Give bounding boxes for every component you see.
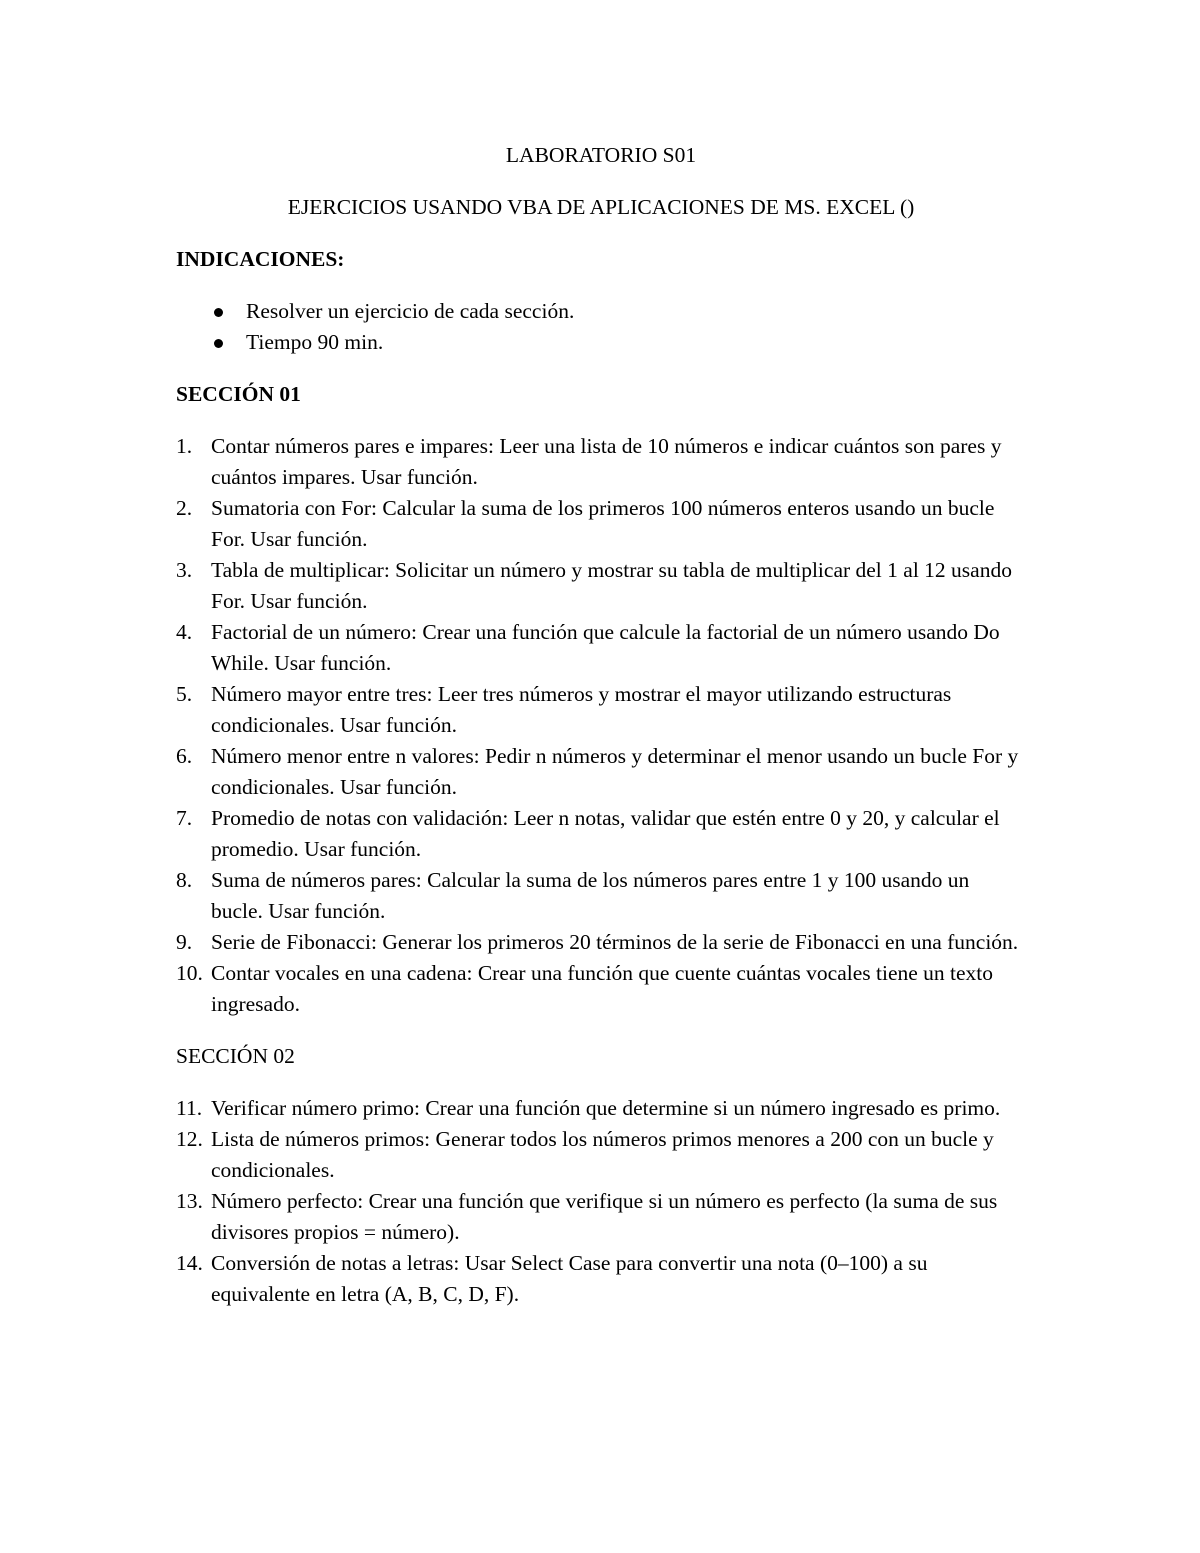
item-number: 4. [176, 620, 193, 644]
item-number: 14. [176, 1251, 203, 1275]
list-item [176, 927, 1026, 958]
list-item [176, 296, 1026, 327]
item-number: 3. [176, 558, 193, 582]
indications-heading: INDICACIONES: [176, 247, 345, 271]
item-text: Verificar número primo: Crear una función que determine si un número ingresado es primo. [211, 1096, 1001, 1120]
indication-text: Tiempo 90 min. [246, 330, 384, 354]
section-02-heading: SECCIÓN 02 [176, 1044, 295, 1068]
document-subtitle: EJERCICIOS USANDO VBA DE APLICACIONES DE MS. EXCEL () [287, 195, 915, 219]
item-text: Contar vocales en una cadena: Crear una función que cuente cuántas vocales tiene un texto ingresado. [211, 961, 994, 1016]
list-item [176, 1093, 1026, 1124]
item-text: Promedio de notas con validación: Leer n notas, validar que estén entre 0 y 20, y calcular el promedio. Usar función. [211, 806, 1000, 861]
item-number: 1. [176, 434, 193, 458]
item-text: Factorial de un número: Crear una función que calcule la factorial de un número usando Do While. Usar función. [211, 620, 1000, 675]
item-text: Número perfecto: Crear una función que verifique si un número es perfecto (la suma de sus divisores propios = número). [211, 1189, 998, 1244]
bullet-icon [214, 339, 223, 348]
section-02-list [176, 1093, 1026, 1310]
list-item [176, 327, 1026, 358]
item-text: Tabla de multiplicar: Solicitar un número y mostrar su tabla de multiplicar del 1 al 12 usando For. Usar función. [211, 558, 1012, 613]
item-text: Número mayor entre tres: Leer tres números y mostrar el mayor utilizando estructuras condicionales. Usar función. [211, 682, 952, 737]
list-item [176, 1186, 1026, 1248]
item-text: Conversión de notas a letras: Usar Select Case para convertir una nota (0–100) a su equivalente en letra (A, B, C, D, F). [211, 1251, 928, 1306]
item-text: Suma de números pares: Calcular la suma de los números pares entre 1 y 100 usando un bucle. Usar función. [211, 868, 970, 923]
bullet-icon [214, 308, 223, 317]
item-number: 5. [176, 682, 193, 706]
list-item [176, 741, 1026, 803]
list-item [176, 1248, 1026, 1310]
item-number: 7. [176, 806, 193, 830]
item-number: 12. [176, 1127, 203, 1151]
indication-text: Resolver un ejercicio de cada sección. [246, 299, 575, 323]
list-item [176, 617, 1026, 679]
item-number: 13. [176, 1189, 203, 1213]
list-item [176, 555, 1026, 617]
item-text: Lista de números primos: Generar todos los números primos menores a 200 con un bucle y condicionales. [211, 1127, 994, 1182]
list-item [176, 679, 1026, 741]
item-number: 6. [176, 744, 193, 768]
list-item [176, 1124, 1026, 1186]
item-number: 11. [176, 1096, 203, 1120]
document-title: LABORATORIO S01 [505, 143, 697, 167]
list-item [176, 865, 1026, 927]
list-item [176, 958, 1026, 1020]
item-number: 8. [176, 868, 193, 892]
list-item [176, 431, 1026, 493]
item-text: Contar números pares e impares: Leer una lista de 10 números e indicar cuántos son pares y cuántos impares. Usar función. [211, 434, 1002, 489]
item-number: 10. [176, 961, 203, 985]
section-01-heading: SECCIÓN 01 [176, 382, 301, 406]
indications-list [176, 296, 1026, 358]
document-body [176, 140, 1026, 1331]
item-number: 9. [176, 930, 193, 954]
item-text: Número menor entre n valores: Pedir n números y determinar el menor usando un bucle For y condicionales. Usar función. [211, 744, 1019, 799]
list-item [176, 803, 1026, 865]
item-number: 2. [176, 496, 193, 520]
list-item [176, 493, 1026, 555]
section-01-list [176, 431, 1026, 1020]
item-text: Sumatoria con For: Calcular la suma de los primeros 100 números enteros usando un bucle For. Usar función. [211, 496, 995, 551]
item-text: Serie de Fibonacci: Generar los primeros 20 términos de la serie de Fibonacci en una función. [211, 930, 1019, 954]
